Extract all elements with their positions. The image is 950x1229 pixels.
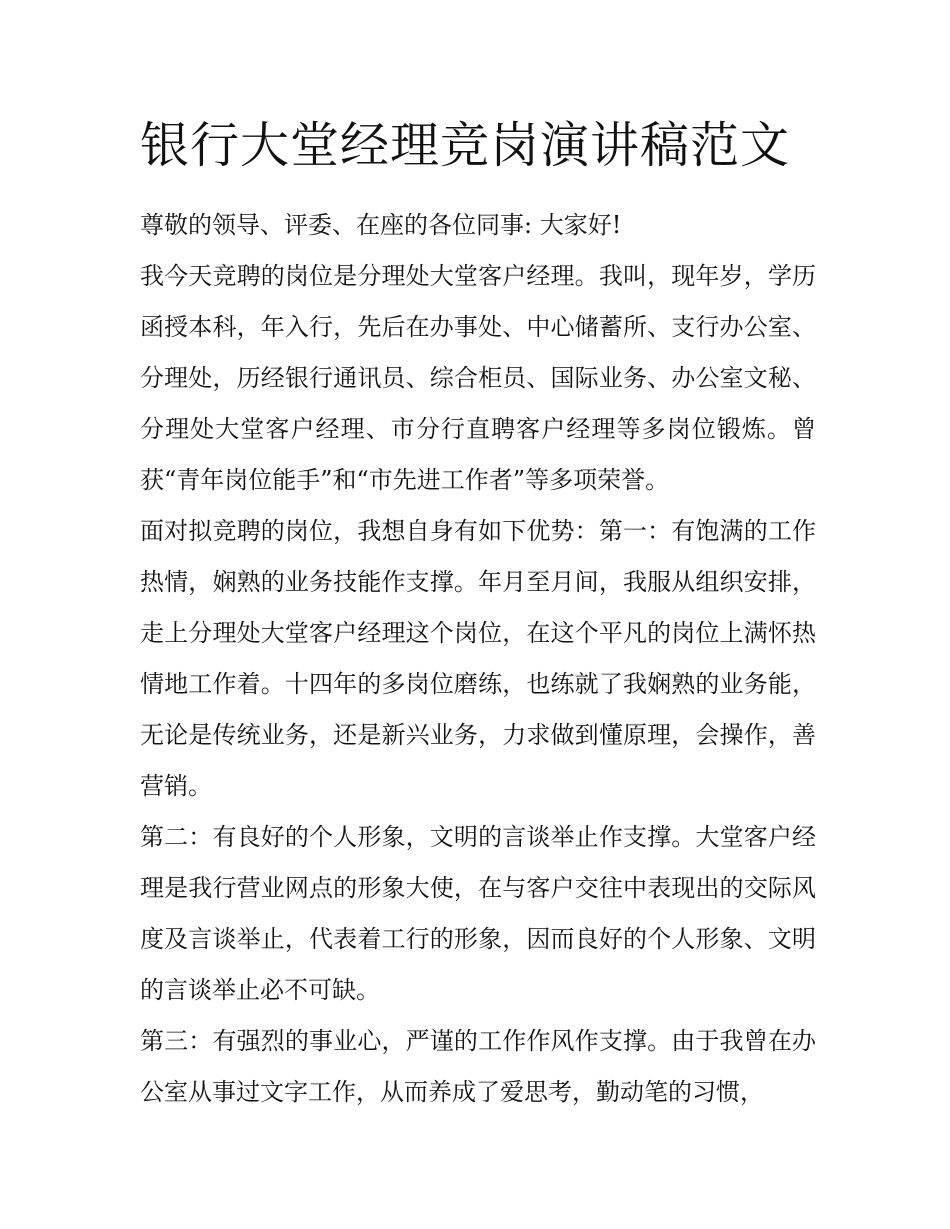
paragraph-introduction: 我今天竞聘的岗位是分理处大堂客户经理。我叫，现年岁，学历函授本科，年入行，先后在办事处、中心储蓄所、支行办公室、分理处，历经银行通讯员、综合柜员、国际业务、办公室文秘、分理处大堂客户经理、市分行直聘客户经理等多岗位锻炼。曾获“青年岗位能手”和“市先进工作者”等多项荣誉。 [140,262,816,494]
paragraph-advantage-three: 第三：有强烈的事业心，严谨的工作作风作支撑。由于我曾在办公室从事过文字工作，从而养成了爱思考，勤动笔的习惯， [140,1027,816,1106]
greeting-line: 尊敬的领导、评委、在座的各位同事: 大家好! [140,211,622,239]
document-title: 银行大堂经理竞岗演讲稿范文 [140,117,791,174]
paragraph-advantage-one: 面对拟竞聘的岗位，我想自身有如下优势：第一：有饱满的工作热情，娴熟的业务技能作支撑。年月至月间，我服从组织安排，走上分理处大堂客户经理这个岗位，在这个平凡的岗位上满怀热情地工作着。十四年的多岗位磨练，也练就了我娴熟的业务能，无论是传统业务，还是新兴业务，力求做到懂原理，会操作，善营销。 [140,517,816,800]
paragraph-advantage-two: 第二：有良好的个人形象，文明的言谈举止作支撑。大堂客户经理是我行营业网点的形象大使，在与客户交往中表现出的交际风度及言谈举止，代表着工行的形象，因而良好的个人形象、文明的言谈举止必不可缺。 [140,823,816,1004]
document-body [140,200,816,1118]
